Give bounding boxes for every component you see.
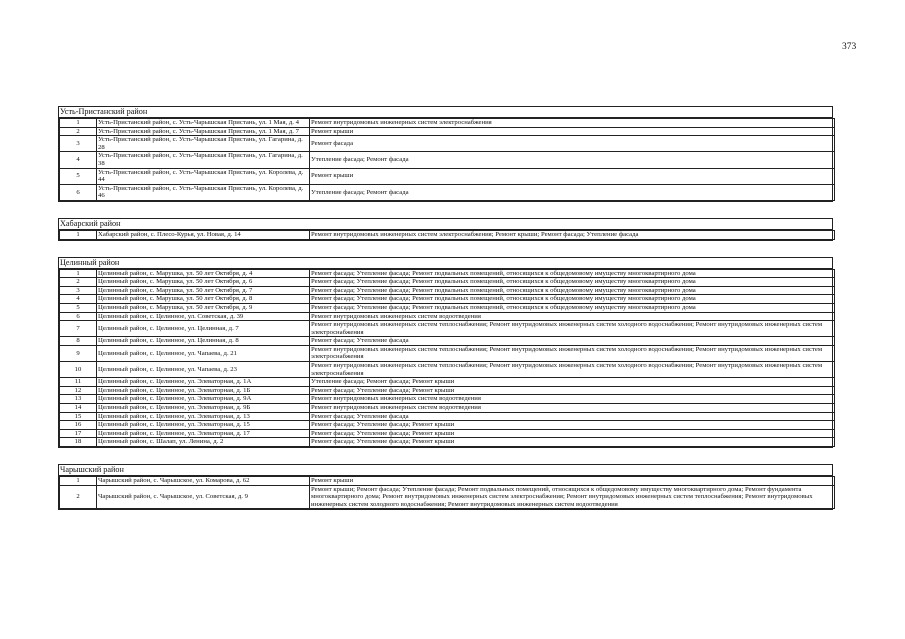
works-table: [59, 269, 835, 447]
table-row: [60, 429, 835, 438]
table-row: [60, 184, 835, 200]
work-cell: Ремонт крыши: [310, 127, 835, 136]
works-table: [59, 476, 835, 509]
table-row: [60, 395, 835, 404]
page-number: 373: [842, 42, 857, 52]
row-number: 6: [60, 312, 97, 321]
address-cell: Чарышский район, с. Чарышское, ул. Советская, д. 9: [97, 485, 310, 509]
table-row: [60, 230, 835, 239]
table-row: [60, 345, 835, 361]
row-number: 13: [60, 395, 97, 404]
address-cell: Целинный район, с. Целинное, ул. Советская, д. 39: [97, 312, 310, 321]
row-number: 18: [60, 438, 97, 447]
works-table: [59, 118, 835, 201]
work-cell: Ремонт внутридомовых инженерных систем водоотведения: [310, 395, 835, 404]
table-row: [60, 312, 835, 321]
row-number: 11: [60, 378, 97, 387]
row-number: 4: [60, 152, 97, 168]
section-tselinny: [58, 257, 833, 448]
district-title: Хабарский район: [59, 219, 832, 230]
address-cell: Целинный район, с. Марушка, ул. 50 лет Октября, д. 9: [97, 303, 310, 312]
row-number: 1: [60, 269, 97, 278]
address-cell: Усть-Пристанский район, с. Усть-Чарышская Пристань, ул. Гагарина, д. 38: [97, 152, 310, 168]
address-cell: Целинный район, с. Целинное, ул. Элеваторная, д. 9А: [97, 395, 310, 404]
row-number: 5: [60, 168, 97, 184]
work-cell: Ремонт фасада; Утепление фасада; Ремонт подвальных помещений, относящихся к общедомовому имуществу многоквартирного дома: [310, 278, 835, 287]
row-number: 5: [60, 303, 97, 312]
work-cell: Ремонт внутридомовых инженерных систем теплоснабжения; Ремонт внутридомовых инженерных систем холодного водоснабжения; Ремонт внутридомовых инженерных систем электроснабжения: [310, 321, 835, 337]
row-number: 9: [60, 345, 97, 361]
table-row: [60, 269, 835, 278]
row-number: 3: [60, 136, 97, 152]
table-row: [60, 485, 835, 509]
table-row: [60, 136, 835, 152]
works-table: [59, 230, 835, 240]
section-ust-pristan: [58, 106, 833, 202]
row-number: 15: [60, 412, 97, 421]
work-cell: Утепление фасада; Ремонт фасада; Ремонт крыши: [310, 378, 835, 387]
address-cell: Целинный район, с. Целинное, ул. Элеваторная, д. 9Б: [97, 404, 310, 413]
row-number: 3: [60, 286, 97, 295]
table-row: [60, 152, 835, 168]
table-row: [60, 295, 835, 304]
address-cell: Усть-Пристанский район, с. Усть-Чарышская Пристань, ул. Королева, д. 46: [97, 184, 310, 200]
work-cell: Ремонт крыши: [310, 477, 835, 486]
work-cell: Ремонт внутридомовых инженерных систем электроснабжения: [310, 119, 835, 128]
row-number: 17: [60, 429, 97, 438]
address-cell: Целинный район, с. Целинное, ул. Элеваторная, д. 17: [97, 429, 310, 438]
row-number: 10: [60, 362, 97, 378]
document-body: [58, 106, 833, 510]
table-row: [60, 119, 835, 128]
table-row: [60, 362, 835, 378]
work-cell: Ремонт фасада; Утепление фасада: [310, 337, 835, 346]
row-number: 2: [60, 485, 97, 509]
address-cell: Целинный район, с. Целинное, ул. Элеваторная, д. 1Б: [97, 386, 310, 395]
table-row: [60, 477, 835, 486]
row-number: 14: [60, 404, 97, 413]
district-title: Усть-Пристанский район: [59, 107, 832, 118]
work-cell: Ремонт внутридомовых инженерных систем теплоснабжения; Ремонт внутридомовых инженерных систем холодного водоснабжения; Ремонт внутридомовых инженерных систем электроснабжения: [310, 362, 835, 378]
work-cell: Ремонт фасада; Утепление фасада; Ремонт крыши: [310, 386, 835, 395]
address-cell: Хабарский район, с. Плесо-Курья, ул. Новая, д. 14: [97, 230, 310, 239]
address-cell: Усть-Пристанский район, с. Усть-Чарышская Пристань, ул. Гагарина, д. 28: [97, 136, 310, 152]
section-khabary: [58, 218, 833, 241]
table-row: [60, 412, 835, 421]
address-cell: Целинный район, с. Целинное, ул. Элеваторная, д. 13: [97, 412, 310, 421]
work-cell: Ремонт внутридомовых инженерных систем водоотведения: [310, 312, 835, 321]
table-row: [60, 127, 835, 136]
row-number: 12: [60, 386, 97, 395]
table-row: [60, 337, 835, 346]
work-cell: Ремонт фасада; Утепление фасада; Ремонт подвальных помещений, относящихся к общедомовому имуществу многоквартирного дома: [310, 303, 835, 312]
address-cell: Целинный район, с. Марушка, ул. 50 лет Октября, д. 8: [97, 295, 310, 304]
district-title: Чарышский район: [59, 465, 832, 476]
table-row: [60, 404, 835, 413]
work-cell: Ремонт крыши: [310, 168, 835, 184]
work-cell: Ремонт фасада; Утепление фасада; Ремонт крыши: [310, 421, 835, 430]
work-cell: Ремонт фасада: [310, 136, 835, 152]
work-cell: Ремонт крыши; Ремонт фасада; Утепление фасада; Ремонт подвальных помещений, относящихся к общедомовому имуществу многоквартирного дома; Ремонт фундамента многоквартирного дома; Ремонт внутридомовых инженерных систем электроснабжения; Ремонт внутридомовых инженерных систем теплоснабжения; Ремонт внутридомовых инженерных систем холодного водоснабжения; Ремонт внутридомовых инженерных систем водоотведения: [310, 485, 835, 509]
address-cell: Целинный район, с. Марушка, ул. 50 лет Октября, д. 6: [97, 278, 310, 287]
table-row: [60, 278, 835, 287]
table-row: [60, 421, 835, 430]
row-number: 7: [60, 321, 97, 337]
row-number: 1: [60, 477, 97, 486]
table-row: [60, 321, 835, 337]
row-number: 2: [60, 278, 97, 287]
section-charysh: [58, 464, 833, 510]
address-cell: Целинный район, с. Марушка, ул. 50 лет Октября, д. 7: [97, 286, 310, 295]
work-cell: Ремонт фасада; Утепление фасада; Ремонт подвальных помещений, относящихся к общедомовому имуществу многоквартирного дома: [310, 269, 835, 278]
address-cell: Целинный район, с. Целинное, ул. Элеваторная, д. 15: [97, 421, 310, 430]
work-cell: Ремонт фасада; Утепление фасада; Ремонт крыши: [310, 429, 835, 438]
row-number: 16: [60, 421, 97, 430]
row-number: 2: [60, 127, 97, 136]
work-cell: Утепление фасада; Ремонт фасада: [310, 184, 835, 200]
address-cell: Чарышский район, с. Чарышское, ул. Комарова, д. 62: [97, 477, 310, 486]
table-row: [60, 386, 835, 395]
table-row: [60, 286, 835, 295]
row-number: 4: [60, 295, 97, 304]
work-cell: Ремонт внутридомовых инженерных систем водоотведения: [310, 404, 835, 413]
address-cell: Целинный район, с. Шалап, ул. Ленина, д. 2: [97, 438, 310, 447]
district-title: Целинный район: [59, 258, 832, 269]
work-cell: Ремонт фасада; Утепление фасада; Ремонт подвальных помещений, относящихся к общедомовому имуществу многоквартирного дома: [310, 286, 835, 295]
table-row: [60, 378, 835, 387]
address-cell: Целинный район, с. Марушка, ул. 50 лет Октября, д. 4: [97, 269, 310, 278]
address-cell: Целинный район, с. Целинное, ул. Целинная, д. 7: [97, 321, 310, 337]
work-cell: Ремонт фасада; Утепление фасада: [310, 412, 835, 421]
work-cell: Ремонт внутридомовых инженерных систем электроснабжения; Ремонт крыши; Ремонт фасада; Утепление фасада: [310, 230, 835, 239]
address-cell: Усть-Пристанский район, с. Усть-Чарышская Пристань, ул. 1 Мая, д. 4: [97, 119, 310, 128]
row-number: 8: [60, 337, 97, 346]
address-cell: Целинный район, с. Целинное, ул. Чапаева, д. 23: [97, 362, 310, 378]
row-number: 6: [60, 184, 97, 200]
address-cell: Усть-Пристанский район, с. Усть-Чарышская Пристань, ул. Королева, д. 44: [97, 168, 310, 184]
row-number: 1: [60, 119, 97, 128]
work-cell: Ремонт фасада; Утепление фасада; Ремонт крыши: [310, 438, 835, 447]
address-cell: Целинный район, с. Целинное, ул. Целинная, д. 8: [97, 337, 310, 346]
table-row: [60, 438, 835, 447]
work-cell: Утепление фасада; Ремонт фасада: [310, 152, 835, 168]
row-number: 1: [60, 230, 97, 239]
table-row: [60, 168, 835, 184]
address-cell: Усть-Пристанский район, с. Усть-Чарышская Пристань, ул. 1 Мая, д. 7: [97, 127, 310, 136]
table-row: [60, 303, 835, 312]
work-cell: Ремонт фасада; Утепление фасада; Ремонт подвальных помещений, относящихся к общедомовому имуществу многоквартирного дома: [310, 295, 835, 304]
address-cell: Целинный район, с. Целинное, ул. Чапаева, д. 21: [97, 345, 310, 361]
address-cell: Целинный район, с. Целинное, ул. Элеваторная, д. 1А: [97, 378, 310, 387]
work-cell: Ремонт внутридомовых инженерных систем теплоснабжения; Ремонт внутридомовых инженерных систем холодного водоснабжения; Ремонт внутридомовых инженерных систем электроснабжения: [310, 345, 835, 361]
